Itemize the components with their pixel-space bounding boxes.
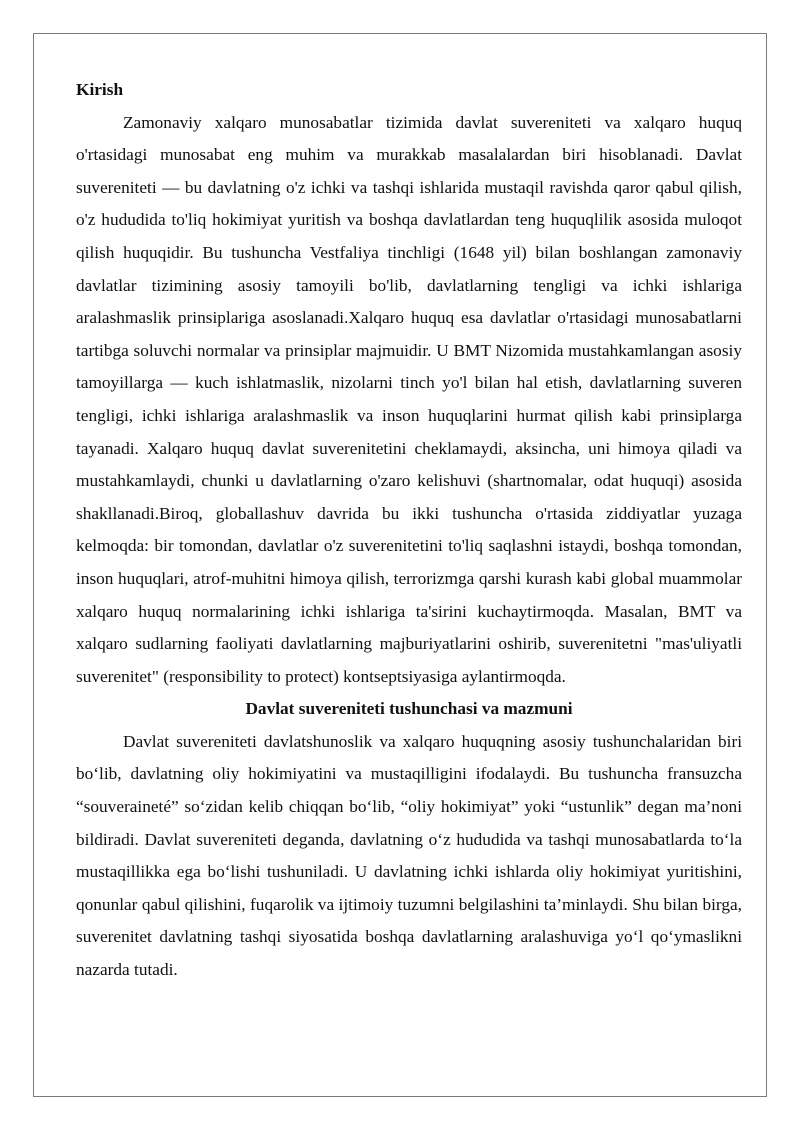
- intro-paragraph: Zamonaviy xalqaro munosabatlar tizimida davlat suvereniteti va xalqaro huquq o'rtasidagi munosabat eng muhim va murakkab masalalardan biri hisoblanadi. Davlat suvereniteti — bu davlatning o'z ichki va tashqi ishlarida mustaqil ravishda qaror qabul qilish, o'z hududida to'liq hokimiyat yuritish va boshqa davlatlardan teng huquqlilik asosida muloqot qilish huquqidir. Bu tushuncha Vestfaliya tinchligi (1648 yil) bilan boshlangan zamonaviy davlatlar tizimining asosiy tamoyili bo'lib, davlatlarning tengligi va ichki ishlariga aralashmaslik prinsiplariga asoslanadi.Xalqaro huquq esa davlatlar o'rtasidagi munosabatlarni tartibga soluvchi normalar va prinsiplar majmuidir. U BMT Nizomida mustahkamlangan asosiy tamoyillarga — kuch ishlatmaslik, nizolarni tinch yo'l bilan hal etish, davlatlarning suveren tengligi, ichki ishlariga aralashmaslik va inson huquqlarini hurmat qilish kabi prinsiplarga tayanadi. Xalqaro huquq davlat suverenitetini cheklamaydi, aksincha, uni himoya qiladi va mustahkamlaydi, chunki u davlatlarning o'zaro kelishuvi (shartnomalar, odat huquqi) asosida shakllanadi.Biroq, globallashuv davrida bu ikki tushuncha o'rtasida ziddiyatlar yuzaga kelmoqda: bir tomondan, davlatlar o'z suverenitetini to'liq saqlashni istaydi, boshqa tomondan, inson huquqlari, atrof-muhitni himoya qilish, terrorizmga qarshi kurash kabi global muammolar xalqaro huquq normalarining ichki ishlariga ta'sirini kuchaytirmoqda. Masalan, BMT va xalqaro sudlarning faoliyati davlatlarning majburiyatlarini oshirib, suverenitetni "mas'uliyatli suverenitet" (responsibility to protect) kontseptsiyasiga aylantirmoqda.: [76, 112, 742, 686]
- intro-heading: Kirish: [76, 80, 124, 99]
- section-paragraph: Davlat suvereniteti davlatshunoslik va xalqaro huquqning asosiy tushunchalaridan biri bo‘lib, davlatning oliy hokimiyatini va mustaqilligini ifodalaydi. Bu tushuncha fransuzcha “souveraineté” so‘zidan kelib chiqqan bo‘lib, “oliy hokimiyat” yoki “ustunlik” degan ma’noni bildiradi. Davlat suvereniteti deganda, davlatning o‘z hududida va tashqi munosabatlarda to‘la mustaqillikka ega bo‘lishi tushuniladi. U davlatning ichki ishlarda oliy hokimiyat yuritishini, qonunlar qabul qilishini, fuqarolik va ijtimoiy tuzumni belgilashini ta’minlaydi. Shu bilan birga, suverenitet davlatning tashqi siyosatida boshqa davlatlarning aralashuviga yo‘l qo‘ymaslikni nazarda tutadi.: [76, 731, 742, 980]
- section-heading: Davlat suvereniteti tushunchasi va mazmuni: [245, 699, 573, 719]
- document-body: [76, 74, 742, 987]
